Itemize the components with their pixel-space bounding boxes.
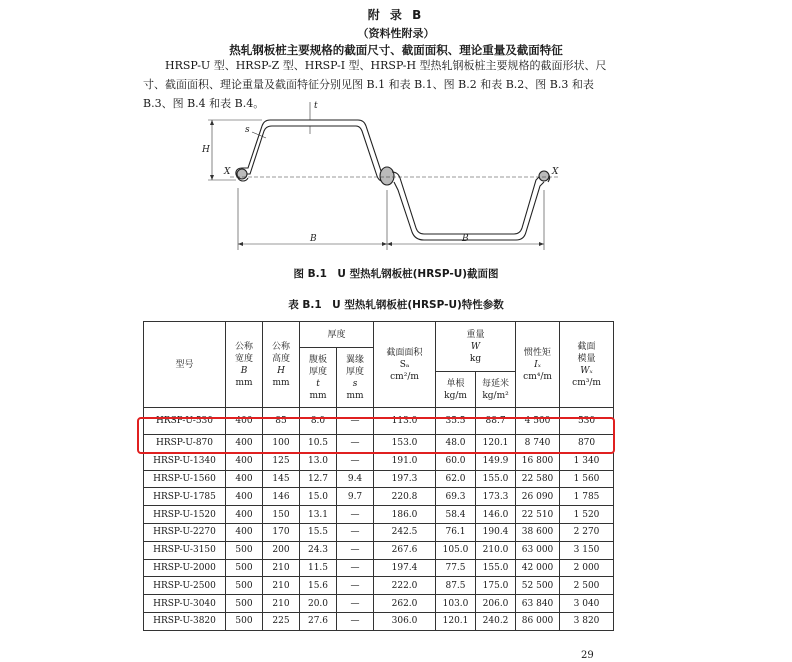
value-cell: 103.0 bbox=[436, 595, 476, 613]
header-thickness: 厚度 bbox=[300, 322, 374, 348]
label-x-left: X bbox=[224, 167, 231, 177]
value-cell: 1 560 bbox=[560, 470, 614, 488]
header-web: 腹板 厚度 t mm bbox=[300, 348, 337, 408]
value-cell: 20.0 bbox=[300, 595, 337, 613]
value-cell: 16 800 bbox=[516, 452, 560, 470]
table-row bbox=[144, 452, 614, 470]
value-cell: 120.1 bbox=[476, 435, 516, 453]
value-cell: 85 bbox=[263, 408, 300, 435]
value-cell: — bbox=[337, 523, 374, 541]
value-cell: 76.1 bbox=[436, 523, 476, 541]
model-cell: HRSP-U-1560 bbox=[144, 470, 226, 488]
value-cell: 35.5 bbox=[436, 408, 476, 435]
table-row bbox=[144, 612, 614, 630]
value-cell: 11.5 bbox=[300, 559, 337, 577]
value-cell: 69.3 bbox=[436, 488, 476, 506]
table-row bbox=[144, 435, 614, 453]
figure-caption: 图 B.1 U 型热轧钢板桩(HRSP-U)截面图 bbox=[293, 268, 499, 280]
value-cell: 197.4 bbox=[374, 559, 436, 577]
value-cell: 225 bbox=[263, 612, 300, 630]
table-row bbox=[144, 577, 614, 595]
appendix-title: 附 录 B bbox=[367, 8, 425, 22]
value-cell: 10.5 bbox=[300, 435, 337, 453]
value-cell: — bbox=[337, 435, 374, 453]
table-row bbox=[144, 488, 614, 506]
model-cell: HRSP-U-3150 bbox=[144, 541, 226, 559]
model-cell: HRSP-U-530 bbox=[144, 408, 226, 435]
value-cell: 87.5 bbox=[436, 577, 476, 595]
model-cell: HRSP-U-870 bbox=[144, 435, 226, 453]
table-body bbox=[144, 408, 614, 631]
page-number: 29 bbox=[581, 650, 594, 661]
label-x-right: X bbox=[552, 167, 559, 177]
value-cell: 13.1 bbox=[300, 506, 337, 524]
table-caption: 表 B.1 U 型热轧钢板桩(HRSP-U)特性参数 bbox=[288, 299, 504, 311]
value-cell: 500 bbox=[226, 612, 263, 630]
value-cell: 500 bbox=[226, 577, 263, 595]
value-cell: 155.0 bbox=[476, 559, 516, 577]
value-cell: 22 510 bbox=[516, 506, 560, 524]
header-height: 公称 高度 H mm bbox=[263, 322, 300, 408]
value-cell: 500 bbox=[226, 541, 263, 559]
value-cell: 4 500 bbox=[516, 408, 560, 435]
value-cell: 500 bbox=[226, 559, 263, 577]
table-row bbox=[144, 506, 614, 524]
header-inertia: 惯性矩 Iₓ cm⁴/m bbox=[516, 322, 560, 408]
header-per-m: 每延米 kg/m² bbox=[476, 372, 516, 408]
value-cell: — bbox=[337, 506, 374, 524]
value-cell: 210 bbox=[263, 595, 300, 613]
value-cell: 400 bbox=[226, 523, 263, 541]
value-cell: 200 bbox=[263, 541, 300, 559]
value-cell: — bbox=[337, 408, 374, 435]
model-cell: HRSP-U-1340 bbox=[144, 452, 226, 470]
value-cell: 105.0 bbox=[436, 541, 476, 559]
table-row bbox=[144, 470, 614, 488]
value-cell: — bbox=[337, 577, 374, 595]
value-cell: 186.0 bbox=[374, 506, 436, 524]
value-cell: 22 580 bbox=[516, 470, 560, 488]
value-cell: 15.6 bbox=[300, 577, 337, 595]
value-cell: 2 000 bbox=[560, 559, 614, 577]
value-cell: 530 bbox=[560, 408, 614, 435]
value-cell: 60.0 bbox=[436, 452, 476, 470]
value-cell: 113.0 bbox=[374, 408, 436, 435]
value-cell: 149.9 bbox=[476, 452, 516, 470]
value-cell: 77.5 bbox=[436, 559, 476, 577]
value-cell: 400 bbox=[226, 452, 263, 470]
value-cell: 8.0 bbox=[300, 408, 337, 435]
header-weight: 重量 W kg bbox=[436, 322, 516, 372]
value-cell: 210 bbox=[263, 559, 300, 577]
u-pile-section-figure bbox=[190, 98, 580, 268]
value-cell: 1 785 bbox=[560, 488, 614, 506]
value-cell: 15.0 bbox=[300, 488, 337, 506]
table-row bbox=[144, 541, 614, 559]
value-cell: 210 bbox=[263, 577, 300, 595]
value-cell: 242.5 bbox=[374, 523, 436, 541]
label-h: H bbox=[202, 145, 210, 155]
value-cell: 9.7 bbox=[337, 488, 374, 506]
value-cell: 88.7 bbox=[476, 408, 516, 435]
value-cell: 306.0 bbox=[374, 612, 436, 630]
value-cell: 58.4 bbox=[436, 506, 476, 524]
appendix-heading: 热轧钢板桩主要规格的截面尺寸、截面面积、理论重量及截面特征 bbox=[229, 43, 563, 57]
value-cell: 3 150 bbox=[560, 541, 614, 559]
value-cell: 8 740 bbox=[516, 435, 560, 453]
table-row bbox=[144, 408, 614, 435]
value-cell: 15.5 bbox=[300, 523, 337, 541]
value-cell: 400 bbox=[226, 408, 263, 435]
value-cell: 190.4 bbox=[476, 523, 516, 541]
value-cell: 150 bbox=[263, 506, 300, 524]
value-cell: 3 820 bbox=[560, 612, 614, 630]
label-s: s bbox=[245, 125, 250, 135]
table-row bbox=[144, 559, 614, 577]
value-cell: 2 270 bbox=[560, 523, 614, 541]
header-modulus: 截面 模量 Wₓ cm³/m bbox=[560, 322, 614, 408]
value-cell: 125 bbox=[263, 452, 300, 470]
value-cell: 48.0 bbox=[436, 435, 476, 453]
value-cell: 63 840 bbox=[516, 595, 560, 613]
value-cell: 400 bbox=[226, 435, 263, 453]
model-cell: HRSP-U-3820 bbox=[144, 612, 226, 630]
value-cell: 24.3 bbox=[300, 541, 337, 559]
value-cell: 1 520 bbox=[560, 506, 614, 524]
value-cell: 197.3 bbox=[374, 470, 436, 488]
value-cell: 400 bbox=[226, 506, 263, 524]
model-cell: HRSP-U-2270 bbox=[144, 523, 226, 541]
value-cell: 206.0 bbox=[476, 595, 516, 613]
value-cell: 26 090 bbox=[516, 488, 560, 506]
model-cell: HRSP-U-2000 bbox=[144, 559, 226, 577]
model-cell: HRSP-U-2500 bbox=[144, 577, 226, 595]
model-cell: HRSP-U-1785 bbox=[144, 488, 226, 506]
value-cell: — bbox=[337, 559, 374, 577]
value-cell: — bbox=[337, 541, 374, 559]
value-cell: 63 000 bbox=[516, 541, 560, 559]
value-cell: 173.3 bbox=[476, 488, 516, 506]
header-area: 截面面积 Sₐ cm²/m bbox=[374, 322, 436, 408]
value-cell: 240.2 bbox=[476, 612, 516, 630]
header-flange: 翼缘 厚度 s mm bbox=[337, 348, 374, 408]
value-cell: 262.0 bbox=[374, 595, 436, 613]
value-cell: 38 600 bbox=[516, 523, 560, 541]
value-cell: 12.7 bbox=[300, 470, 337, 488]
intro-paragraph: HRSP-U 型、HRSP-Z 型、HRSP-I 型、HRSP-H 型热轧钢板桩主要规格的截面形状、尺寸、截面面积、理论重量及截面特征分别见图 B.1 和表 B.1、图 B.2 和表 B.2、图 B.3 和表 B.3、图 B.4 和表 B.4。 bbox=[143, 59, 607, 110]
label-b-left: B bbox=[310, 234, 317, 244]
value-cell: 400 bbox=[226, 488, 263, 506]
spec-table bbox=[143, 321, 614, 631]
value-cell: 42 000 bbox=[516, 559, 560, 577]
model-cell: HRSP-U-3040 bbox=[144, 595, 226, 613]
value-cell: 3 040 bbox=[560, 595, 614, 613]
value-cell: 155.0 bbox=[476, 470, 516, 488]
value-cell: 220.8 bbox=[374, 488, 436, 506]
value-cell: 191.0 bbox=[374, 452, 436, 470]
value-cell: — bbox=[337, 595, 374, 613]
value-cell: 2 500 bbox=[560, 577, 614, 595]
header-single: 单根 kg/m bbox=[436, 372, 476, 408]
table-row bbox=[144, 595, 614, 613]
table-row bbox=[144, 523, 614, 541]
value-cell: 27.6 bbox=[300, 612, 337, 630]
value-cell: 175.0 bbox=[476, 577, 516, 595]
value-cell: 210.0 bbox=[476, 541, 516, 559]
value-cell: 62.0 bbox=[436, 470, 476, 488]
value-cell: 870 bbox=[560, 435, 614, 453]
value-cell: — bbox=[337, 452, 374, 470]
value-cell: 153.0 bbox=[374, 435, 436, 453]
value-cell: 222.0 bbox=[374, 577, 436, 595]
value-cell: 86 000 bbox=[516, 612, 560, 630]
value-cell: 100 bbox=[263, 435, 300, 453]
header-model: 型号 bbox=[144, 322, 226, 408]
appendix-subtitle: （资料性附录） bbox=[357, 27, 435, 40]
value-cell: 400 bbox=[226, 470, 263, 488]
label-t: t bbox=[314, 101, 318, 111]
model-cell: HRSP-U-1520 bbox=[144, 506, 226, 524]
value-cell: 52 500 bbox=[516, 577, 560, 595]
value-cell: 13.0 bbox=[300, 452, 337, 470]
value-cell: 146 bbox=[263, 488, 300, 506]
value-cell: — bbox=[337, 612, 374, 630]
value-cell: 146.0 bbox=[476, 506, 516, 524]
value-cell: 500 bbox=[226, 595, 263, 613]
value-cell: 170 bbox=[263, 523, 300, 541]
value-cell: 1 340 bbox=[560, 452, 614, 470]
label-b-right: B bbox=[462, 234, 469, 244]
value-cell: 267.6 bbox=[374, 541, 436, 559]
value-cell: 120.1 bbox=[436, 612, 476, 630]
value-cell: 145 bbox=[263, 470, 300, 488]
value-cell: 9.4 bbox=[337, 470, 374, 488]
header-width: 公称 宽度 B mm bbox=[226, 322, 263, 408]
